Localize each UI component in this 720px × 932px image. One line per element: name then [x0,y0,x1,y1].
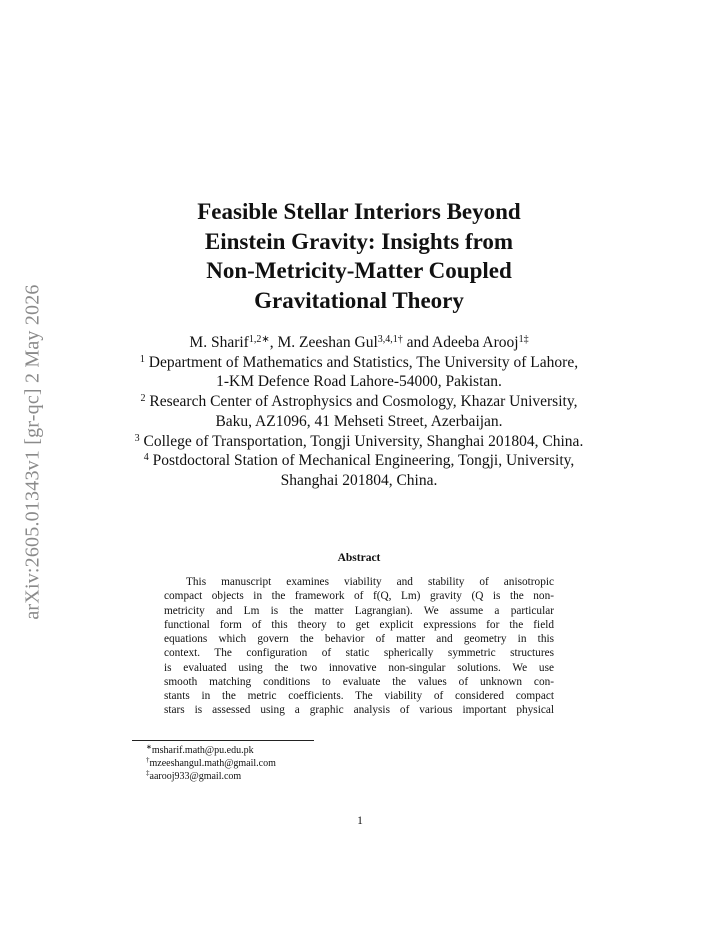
footnote-email: mzeeshangul.math@gmail.com [149,758,276,769]
affiliation-line [120,392,598,412]
author-mark: 1,2∗ [248,334,270,345]
affiliation-line [120,451,598,471]
footnote-mark: ‡ [146,769,150,777]
abstract-line: compact objects in the framework of f(Q, Lm) gravity (Q is the non- [164,590,554,603]
footnote-email: aarooj933@gmail.com [149,771,242,782]
footnote-mark: † [146,756,150,764]
affiliation-line: Shanghai 201804, China. [280,471,438,489]
page-number: 1 [357,815,363,827]
affiliation-text: Research Center of Astrophysics and Cosmology, Khazar University, [149,393,578,411]
author-name: and Adeeba Arooj [402,334,519,351]
abstract-line: metricity and Lm is the matter Lagrangian). We assume a particular [164,604,554,617]
abstract-line: stants in the metric coefficients. The viability of considered compact [164,690,554,702]
footnote-rule [132,740,314,741]
abstract-heading: Abstract [337,552,381,564]
footnote-mark: ∗ [146,743,152,751]
paper-title [140,197,578,315]
affiliation-text: College of Transportation, Tongji University, Shanghai 201804, China. [143,432,584,450]
abstract-line: context. The configuration of static spherically symmetric structures [164,647,554,660]
affiliation-mark: 4 [143,452,149,464]
affiliation-text: Postdoctoral Station of Mechanical Engineering, Tongji, University, [152,452,575,470]
title-line: Gravitational Theory [254,287,464,313]
affiliation-line: Baku, AZ1096, 41 Mehseti Street, Azerbaijan. [215,412,503,430]
arxiv-id-text: arXiv:2605.01343v1 [gr-qc] 2 May 2026 [21,284,44,620]
title-line: Feasible Stellar Interiors Beyond [197,199,521,224]
footnote-item [146,744,276,757]
author-mark: 1‡ [518,334,529,345]
affiliation-text: Department of Mathematics and Statistics, The University of Lahore, [148,353,579,371]
affiliation-line [120,353,598,373]
abstract-line: This manuscript examines viability and stability of anisotropic [186,576,554,588]
abstract-line: is evaluated using the two innovative non-singular solutions. We use [164,661,554,674]
footnote-email: msharif.math@pu.edu.pk [151,745,254,756]
footnote-item [146,770,276,783]
abstract-line: functional form of this theory to get explicit expressions for the field [164,618,554,631]
affiliation-line [120,432,598,452]
author-name: M. Sharif [189,334,249,351]
authors-affiliations [120,333,598,491]
title-line: Einstein Gravity: Insights from [204,228,514,254]
affiliation-mark: 1 [139,353,145,365]
footnote-item [146,757,276,770]
abstract-body [164,575,554,718]
author-name: , M. Zeeshan Gul [269,334,378,351]
author-mark: 3,4,1† [377,334,403,345]
affiliation-mark: 3 [134,432,140,444]
author-line [120,333,598,353]
affiliation-mark: 2 [140,393,146,405]
abstract-line: smooth matching conditions to evaluate the values of unknown con- [164,675,554,688]
title-line: Non-Metricity-Matter Coupled [206,258,512,283]
abstract-line: stars is assessed using a graphic analysis of various important physical [164,704,554,717]
footnotes [146,744,276,783]
affiliation-line: 1-KM Defence Road Lahore-54000, Pakistan. [216,373,502,391]
abstract-line: equations which govern the behavior of matter and geometry in this [164,633,554,645]
